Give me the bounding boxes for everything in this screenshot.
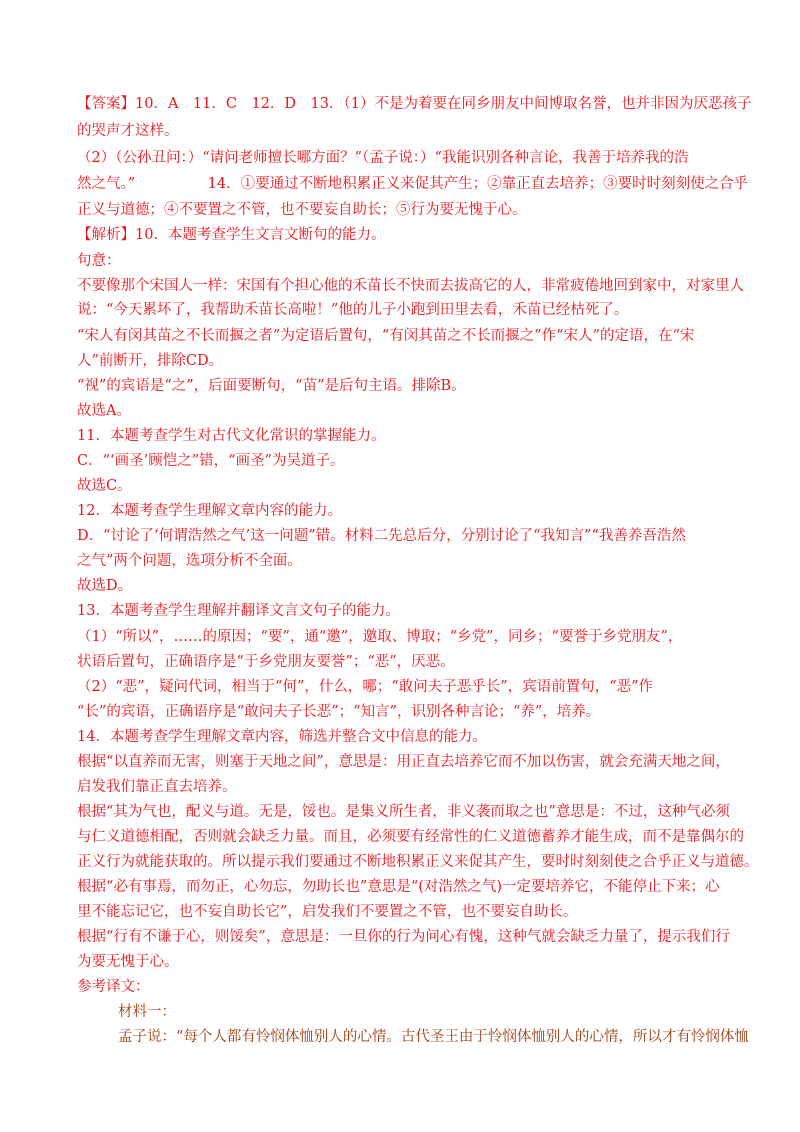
q14-para2-line-1: 根据“其为气也，配义与道。无是，馁也。是集义所生者，非义袭而取之也”意思是：不过，这种气必须 (77, 804, 730, 820)
q14-para2-line-3: 正义行为就能获取的。所以提示我们要通过不断地积累正义来促其产生，要时时刻刻使之合乎正义与道德。 (77, 854, 759, 870)
q12-analysis-line-1: D．“讨论了‘何谓浩然之气’这一问题”错。材料二先总后分，分别讨论了“我知言”“我善养吾浩然 (77, 528, 686, 544)
q11-answer: 故选C。 (77, 478, 132, 494)
q14-para3-line-1: 根据“必有事焉，而勿正，心勿忘，勿助长也”意思是“(对浩然之气)一定要培养它，不能停止下来；心 (77, 879, 720, 895)
q13-part2-line-1: （2）“恶”，疑问代词，相当于“何”，什么，哪；“敢问夫子恶乎长”，宾语前置句，“恶”作 (77, 679, 654, 695)
answer-line-3: （2）（公孙丑问：）“请问老师擅长哪方面？”（孟子说：）“我能识别各种言论，我善于培养我的浩 (77, 150, 689, 166)
answer-line-5: 正义与道德；④不要置之不管，也不要妄自助长；⑤行为要无愧于心。 (77, 202, 527, 218)
q13-part1-line-2: 状语后置句，正确语序是“于乡党朋友要誉”；“恶”，厌恶。 (77, 654, 455, 670)
q10-paragraph-line-5: “视”的宾语是“之”，后面要断句，“苗”是后句主语。排除B。 (77, 378, 466, 394)
q11-heading: 11．本题考查学生对古代文化常识的掌握能力。 (77, 428, 386, 444)
answer-line-1: 【答案】10．A 11．C 12．D 13．（1）不是为着要在同乡朋友中间博取名誉，也并非因为厌恶孩子 (77, 96, 752, 112)
q10-paragraph-line-2: 说：“今天累坏了，我帮助禾苗长高啦！”他的儿子小跑到田里去看，禾苗已经枯死了。 (77, 302, 629, 318)
q10-answer: 故选A。 (77, 403, 131, 419)
translation-line-1: 孟子说：“每个人都有怜悯体恤别人的心情。古代圣王由于怜悯体恤别人的心情，所以才有怜悯体恤 (118, 1029, 749, 1045)
answer-line-2: 的哭声才这样。 (77, 123, 179, 139)
reference-translation-label: 参考译文： (77, 979, 150, 995)
q12-answer: 故选D。 (77, 578, 133, 594)
q14-heading: 14．本题考查学生理解文章内容，筛选并整合文中信息的能力。 (77, 729, 487, 745)
q14-para2-line-2: 与仁义道德相配，否则就会缺乏力量。而且，必须要有经常性的仁义道德蓄养才能生成，而不是靠偶尔的 (77, 829, 744, 845)
answer-line-4: 然之气。” 14．①要通过不断地积累正义来促其产生；②靠正直去培养；③要时时刻刻使之合乎 (77, 176, 749, 192)
q14-para4-line-2: 为要无愧于心。 (77, 954, 179, 970)
q13-heading: 13．本题考查学生理解并翻译文言文句子的能力。 (77, 603, 400, 619)
q10-paragraph-line-3: “宋人有闵其苗之不长而揠之者”为定语后置句，“有闵其苗之不长而揠之”作“宋人”的定语，在“宋 (77, 328, 695, 344)
q12-analysis-line-2: 之气”两个问题，选项分析不全面。 (77, 553, 302, 569)
q14-para1-line-2: 启发我们靠正直去培养。 (77, 779, 237, 795)
analysis-q10-heading: 【解析】10．本题考查学生文言文断句的能力。 (77, 227, 386, 243)
q10-paragraph-line-1: 不要像那个宋国人一样：宋国有个担心他的禾苗长不快而去拔高它的人，非常疲倦地回到家中，对家里人 (77, 278, 744, 294)
sentence-meaning-label: 句意： (77, 253, 121, 269)
q14-para4-line-1: 根据“行有不谦于心，则馁矣”，意思是：一旦你的行为问心有愧，这种气就会缺乏力量了，提示我们行 (77, 929, 730, 945)
q14-para3-line-2: 里不能忘记它，也不妄自助长它”，启发我们不要置之不管，也不要妄自助长。 (77, 904, 578, 920)
q12-heading: 12．本题考查学生理解文章内容的能力。 (77, 503, 342, 519)
q10-paragraph-line-4: 人”前断开，排除CD。 (77, 353, 224, 369)
q14-para1-line-1: 根据“以直养而无害，则塞于天地之间”，意思是：用正直去培养它而不加以伤害，就会充满天地之间， (77, 754, 730, 770)
material-one-label: 材料一： (118, 1004, 176, 1020)
q13-part1-line-1: （1）“所以”，……的原因；“要”，通“邀”，邀取、博取；“乡党”，同乡；“要誉于乡党朋友”， (77, 629, 683, 645)
q13-part2-line-2: “长”的宾语，正确语序是“敢问夫子长恶”；“知言”，识别各种言论；“养”，培养。 (77, 704, 601, 720)
q11-analysis: C．“‘画圣’顾恺之”错，“画圣”为吴道子。 (77, 453, 345, 469)
